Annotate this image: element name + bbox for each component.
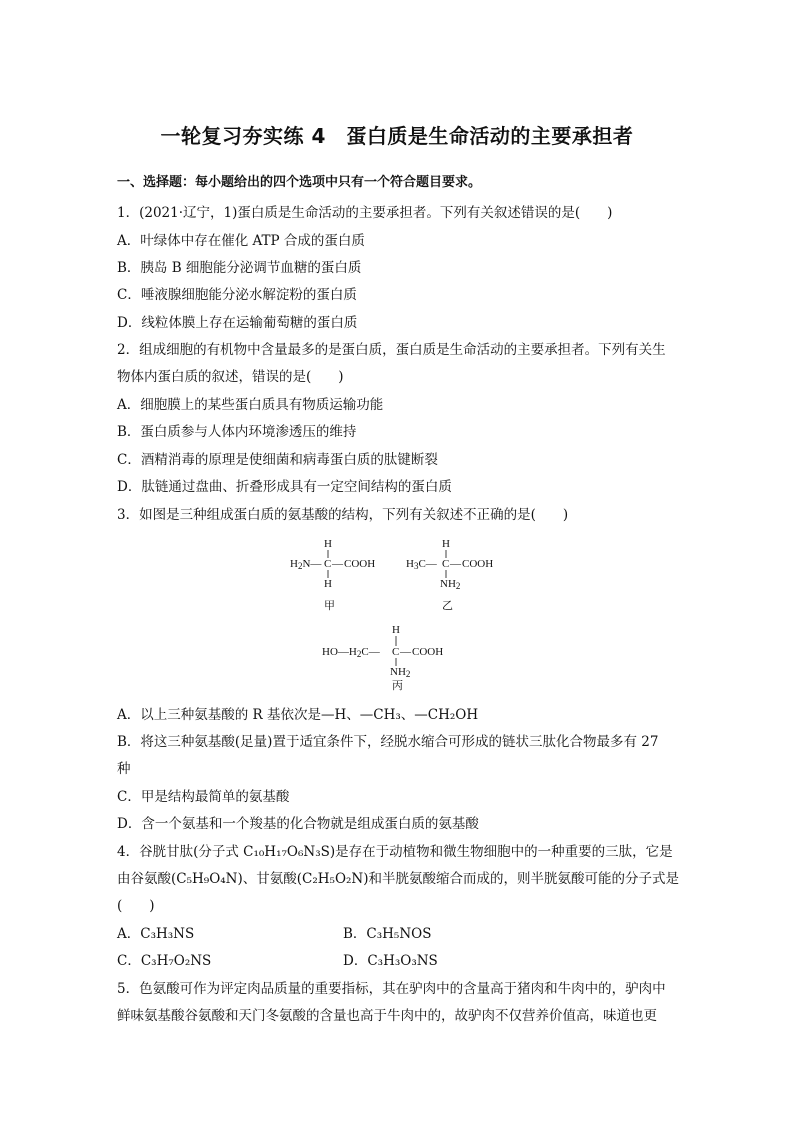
glycine-c: C	[324, 558, 332, 570]
serine-nh-sub: 2	[405, 669, 411, 679]
serine-dash: —	[400, 646, 411, 658]
q3-option-c: C．甲是结构最简单的氨基酸	[117, 789, 290, 805]
bond-lines	[280, 528, 520, 700]
glycine-dash: —	[332, 558, 343, 570]
page-title: 一轮复习夯实练 4 蛋白质是生命活动的主要承担者	[160, 124, 634, 148]
serine-nh: NH	[390, 666, 406, 678]
q4-option-b: B．C₃H₅NOS	[343, 926, 432, 942]
alanine-h3c-c: C	[418, 558, 426, 570]
q4-option-c: C．C₃H₇O₂NS	[117, 953, 212, 969]
q4-stem-line2: 由谷氨酸(C₅H₉O₄N)、甘氨酸(C₂H₅O₂N)和半胱氨酸缩合而成的，则半胱氨酸可能的分子式是	[117, 871, 680, 887]
glycine-cooh: COOH	[344, 558, 376, 570]
q4-stem-line1: 4．谷胱甘肽(分子式 C₁₀H₁₇O₆N₃S)是存在于动植物和微生物细胞中的一种重要的三肽，它是	[117, 844, 673, 860]
q2-stem-line1: 2．组成细胞的有机物中含量最多的是蛋白质，蛋白质是生命活动的主要承担者。下列有关生	[117, 342, 666, 358]
alanine-cooh: COOH	[462, 558, 494, 570]
q2-option-d: D．肽链通过盘曲、折叠形成具有一定空间结构的蛋白质	[117, 479, 452, 495]
serine-ho-ch2: $HO—H_2C—$	[322, 646, 380, 659]
q5-stem-line2: 鲜味氨基酸谷氨酸和天门冬氨酸的含量也高于牛肉中的，故驴肉不仅营养价值高，味道也更	[117, 1008, 657, 1024]
q1-option-d: D．线粒体膜上存在运输葡萄糖的蛋白质	[117, 315, 358, 331]
q1-stem: 1．(2021·辽宁，1)蛋白质是生命活动的主要承担者。下列有关叙述错误的是( )	[117, 205, 613, 221]
q3-option-b-line1: B．将这三种氨基酸(足量)置于适宜条件下，经脱水缩合可形成的链状三肽化合物最多有 27	[117, 734, 659, 750]
alanine-top-h: H	[442, 538, 450, 550]
q2-option-b: B．蛋白质参与人体内环境渗透压的维持	[117, 424, 357, 440]
serine-top-h: H	[392, 624, 400, 636]
q3-option-a: A．以上三种氨基酸的 R 基依次是—H、—CH₃、—CH₂OH	[117, 707, 479, 723]
q4-stem-line3: ( )	[117, 898, 155, 914]
q3-option-d: D．含一个氨基和一个羧基的化合物就是组成蛋白质的氨基酸	[117, 816, 479, 832]
glycine-h2n-n: N	[302, 558, 311, 570]
alanine-nh-sub: 2	[455, 581, 461, 591]
section-heading: 一、选择题：每小题给出的四个选项中只有一个符合题目要求。	[117, 175, 482, 190]
serine-ch2-c: C	[361, 646, 369, 658]
q1-option-b: B．胰岛 B 细胞能分泌调节血糖的蛋白质	[117, 260, 362, 276]
serine-ch2-h: H	[348, 646, 357, 658]
q4-option-d: D．C₃H₃O₃NS	[343, 953, 438, 969]
alanine-c: C	[442, 558, 450, 570]
glycine-bottom-h: H	[324, 578, 332, 590]
serine-ch2-sub: 2	[356, 649, 362, 659]
q2-option-a: A．细胞膜上的某些蛋白质具有物质运输功能	[117, 397, 384, 413]
alanine-h3c-h: H	[406, 558, 414, 570]
alanine-nh: NH	[440, 578, 456, 590]
glycine-h2n: $H_2N—$	[290, 558, 322, 571]
q1-option-a: A．叶绿体中存在催化 ATP 合成的蛋白质	[117, 233, 365, 249]
serine-c: C	[392, 646, 400, 658]
q2-stem-line2: 物体内蛋白质的叙述，错误的是( )	[117, 369, 344, 385]
amino-acid-figure	[280, 528, 520, 700]
q5-stem-line1: 5．色氨酸可作为评定肉品质量的重要指标，其在驴肉中的含量高于猪肉和牛肉中的，驴肉中	[117, 981, 666, 997]
serine-cooh: COOH	[412, 646, 444, 658]
label-jia: 甲	[324, 600, 335, 612]
glycine-h2n-h: H	[290, 558, 298, 570]
label-yi: 乙	[442, 600, 453, 612]
serine-ho: HO	[322, 646, 338, 658]
label-bing: 丙	[392, 680, 403, 692]
q3-option-b-line2: 种	[117, 761, 131, 777]
alanine-h3c-sub: 3	[413, 561, 419, 571]
q2-option-c: C．酒精消毒的原理是使细菌和病毒蛋白质的肽键断裂	[117, 452, 438, 468]
q4-option-a: A．C₃H₃NS	[117, 926, 195, 942]
alanine-dash: —	[450, 558, 461, 570]
q1-option-c: C．唾液腺细胞能分泌水解淀粉的蛋白质	[117, 287, 357, 303]
glycine-h2n-sub: 2	[297, 561, 303, 571]
q3-stem: 3．如图是三种组成蛋白质的氨基酸的结构，下列有关叙述不正确的是( )	[117, 507, 569, 523]
alanine-h3c: $H_3C—$	[406, 558, 437, 571]
glycine-top-h: H	[324, 538, 332, 550]
